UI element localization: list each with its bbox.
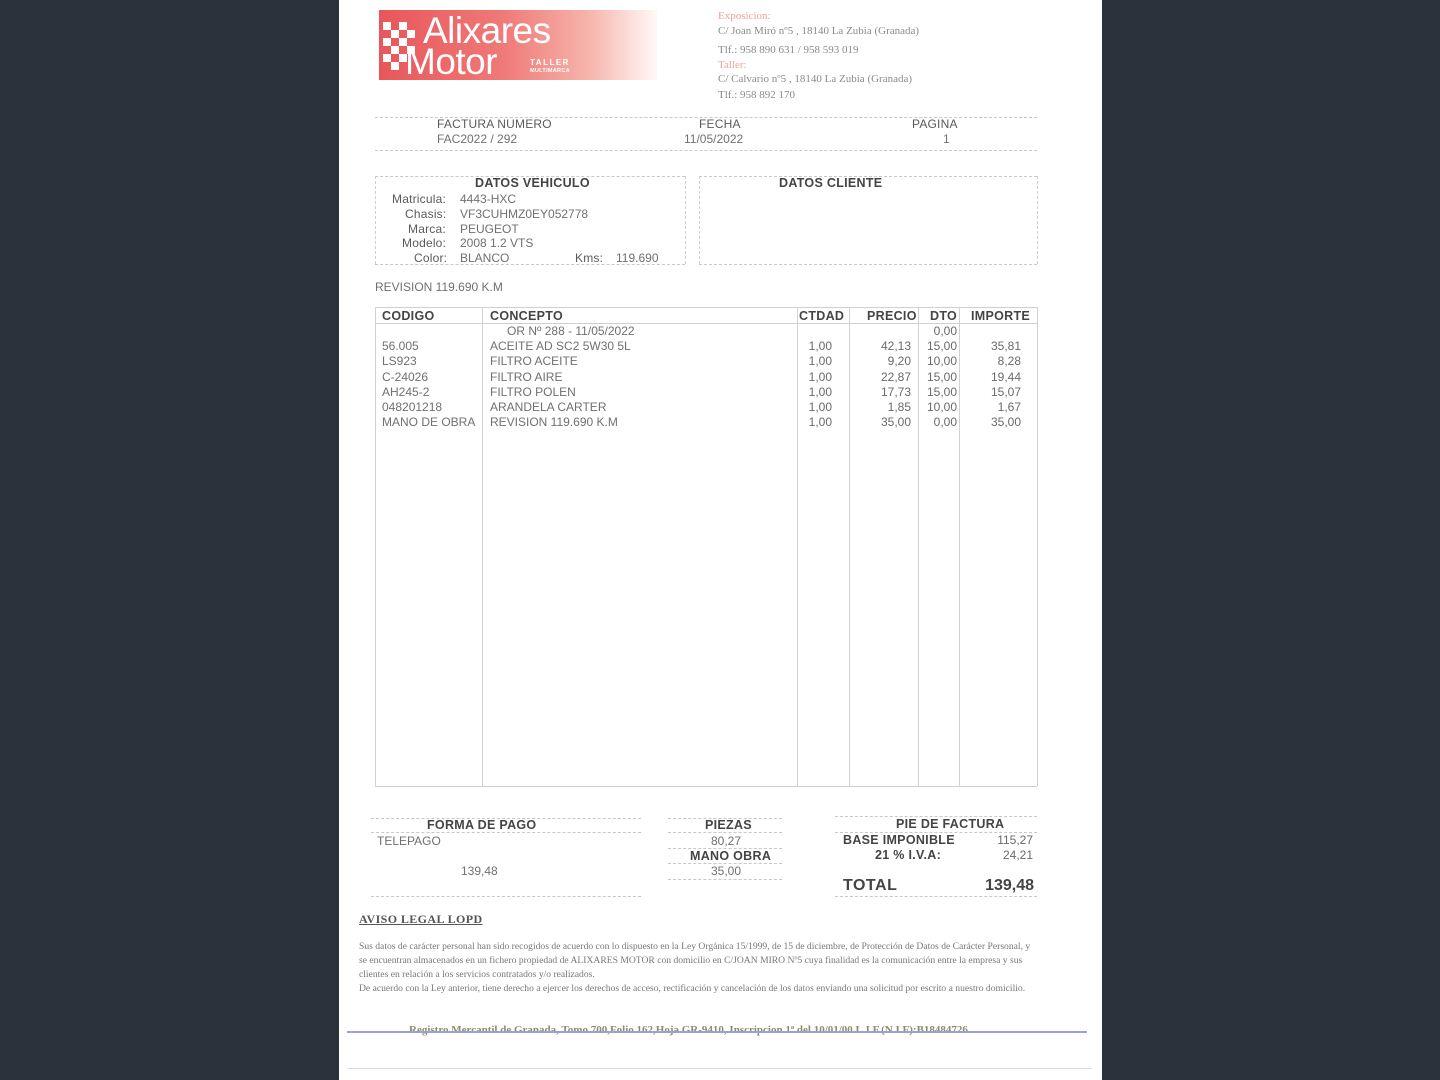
or-dto: 0,00 [933,324,957,338]
bottom-rule [347,1068,1092,1069]
col-header-codigo: CODIGO [382,309,435,323]
cell-dto: 10,00 [926,400,957,414]
logo-text-motor: Motor [405,41,498,82]
pieces-title: PIEZAS [705,818,752,832]
logo-text-multimarca: MULTIMARCA [530,68,570,74]
cell-importe: 1,67 [997,400,1021,414]
marca-label: Marca: [408,222,446,236]
taller-phone: Tlf.: 958 892 170 [718,89,795,101]
revision-note: REVISION 119.690 K.M [375,280,503,294]
cell-precio: 35,00 [880,415,911,429]
invoice-sheet [339,0,1102,1080]
col-header-concepto: CONCEPTO [490,309,564,323]
table-row [339,339,1039,354]
taller-address: C/ Calvario nº5 , 18140 La Zubia (Granada) [718,73,913,85]
legal-text-rights: De acuerdo con la Ley anterior, tiene derecho a ejercer los derechos de acceso, rectificación y cancelación de los datos enviando una solicitud por escrito a nuestro domicilio. [359,983,1026,994]
cell-ctdad: 1,00 [808,385,832,399]
kms-label: Kms: [575,251,604,265]
cell-concepto: REVISION 119.690 K.M [490,415,618,429]
cell-dto: 15,00 [926,339,957,353]
taller-label: Taller: [718,59,747,71]
total-label: TOTAL [843,877,898,894]
cell-codigo: LS923 [382,354,417,368]
cell-codigo: AH245-2 [382,385,430,399]
cell-ctdad: 1,00 [808,370,832,384]
color-label: Color: [414,251,448,265]
col-header-dto: DTO [930,309,958,323]
col-header-precio: PRECIO [867,309,917,323]
col-header-ctdad: CTDAD [799,309,845,323]
cell-codigo: 048201218 [382,400,443,414]
table-row [339,415,1039,430]
cell-precio: 42,13 [880,339,911,353]
cell-dto: 15,00 [926,370,957,384]
matricula-value: 4443-HXC [460,192,517,206]
client-title: DATOS CLIENTE [779,176,883,190]
table-row [339,385,1039,400]
footer-title: PIE DE FACTURA [896,817,1005,831]
cell-importe: 35,81 [990,339,1021,353]
matricula-label: Matricula: [392,192,447,206]
invoice-number-value: FAC2022 / 292 [437,132,518,146]
invoice-date-value: 11/05/2022 [684,132,744,146]
legal-text: Sus datos de carácter personal han sido recogidos de acuerdo con lo dispuesto en la Ley Orgánica 15/1999, de 15 de diciembre, de Protección de Datos de Carácter Personal, y se encuentran almacenados en un fichero propiedad de ALIXARES MOTOR con domicilio en C/JOAN MIRO Nº5 cuya finalidad es la comunicación entre la empresa y sus clientes en relación a los servicios contratados y/o realizados. [359,941,1031,980]
vehicle-title: DATOS VEHICULO [475,176,590,190]
cell-concepto: ARANDELA CARTER [490,400,607,414]
marca-value: PEUGEOT [460,222,519,236]
cell-dto: 10,00 [926,354,957,368]
cell-precio: 1,85 [887,400,911,414]
modelo-value: 2008 1.2 VTS [460,236,534,250]
registry-underline [347,1031,1087,1033]
payment-title: FORMA DE PAGO [427,818,537,832]
table-row [339,370,1039,385]
cell-ctdad: 1,00 [808,354,832,368]
exposicion-phone: Tlf.: 958 890 631 / 958 593 019 [718,44,859,56]
cell-dto: 15,00 [926,385,957,399]
cell-ctdad: 1,00 [808,339,832,353]
invoice-page-value: 1 [943,132,950,146]
payment-amount: 139,48 [461,864,498,878]
labor-value: 35,00 [711,864,742,878]
cell-precio: 22,87 [880,370,911,384]
iva-value: 24,21 [1002,848,1033,862]
exposicion-address: C/ Joan Miró nº5 , 18140 La Zubia (Granada) [718,25,920,37]
cell-codigo: C-24026 [382,370,429,384]
invoice-date-label: FECHA [699,117,741,131]
cell-ctdad: 1,00 [808,415,832,429]
logo-text-taller: TALLER [530,58,570,67]
or-line: OR Nº 288 - 11/05/2022 [507,324,635,338]
registry-line: Registro Mercantil de Granada, Tomo 700,Folio 162,Hoja GR-9410, Inscripcion 1ª del 10/01/00 L.I.F.(N.I.F):B18484726 [409,1024,968,1036]
cell-importe: 15,07 [990,385,1021,399]
cell-importe: 19,44 [990,370,1021,384]
cell-precio: 17,73 [880,385,911,399]
cell-ctdad: 1,00 [808,400,832,414]
company-logo [379,10,657,80]
iva-label: 21 % I.V.A: [875,848,942,862]
exposicion-label: Exposicion: [718,10,771,22]
chasis-value: VF3CUHMZ0EY052778 [460,207,589,221]
cell-dto: 0,00 [933,415,957,429]
pieces-value: 80,27 [711,834,742,848]
cell-codigo: MANO DE OBRA [382,415,476,429]
legal-title: AVISO LEGAL LOPD [359,912,483,926]
payment-method: TELEPAGO [377,834,441,848]
cell-precio: 9,20 [887,354,911,368]
col-header-importe: IMPORTE [971,309,1031,323]
cell-importe: 35,00 [990,415,1021,429]
invoice-number-label: FACTURA NUMERO [437,117,552,131]
logo-text-alixares: Alixares [423,10,551,51]
base-label: BASE IMPONIBLE [843,833,955,847]
cell-importe: 8,28 [997,354,1021,368]
labor-title: MANO OBRA [690,849,772,863]
cell-codigo: 56.005 [382,339,419,353]
kms-value: 119.690 [616,251,659,265]
table-row [339,400,1039,415]
cell-concepto: FILTRO AIRE [490,370,563,384]
modelo-label: Modelo: [402,236,447,250]
total-value: 139,48 [985,877,1034,894]
cell-concepto: FILTRO ACEITE [490,354,578,368]
base-value: 115,27 [997,833,1033,847]
cell-concepto: ACEITE AD SC2 5W30 5L [490,339,631,353]
table-row [339,354,1039,369]
cell-concepto: FILTRO POLEN [490,385,576,399]
chasis-label: Chasis: [405,207,447,221]
invoice-page-label: PAGINA [912,117,958,131]
color-value: BLANCO [460,251,510,265]
